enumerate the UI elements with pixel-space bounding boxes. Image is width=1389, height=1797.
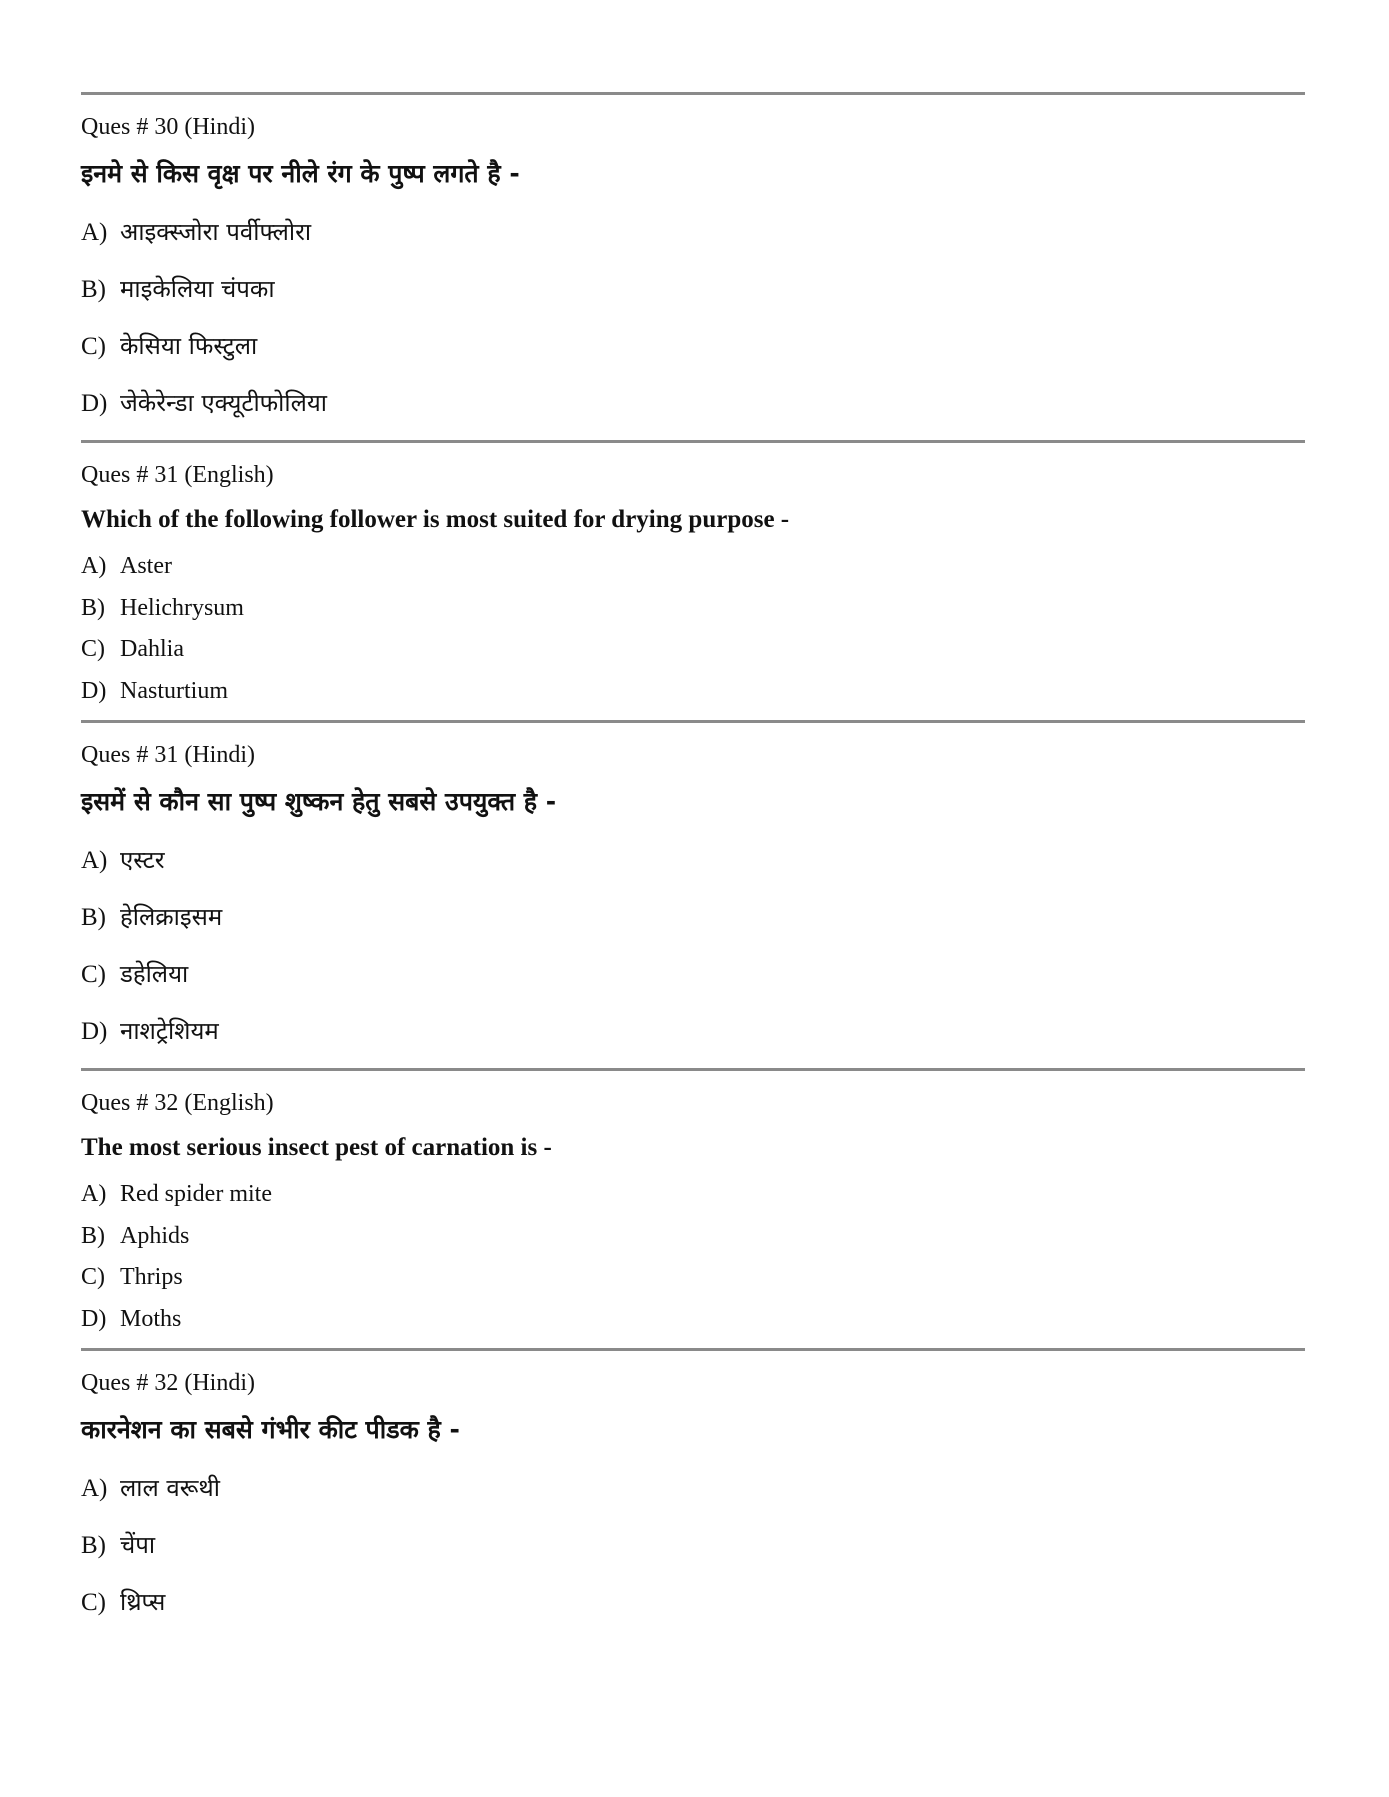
option [81, 1460, 1305, 1517]
option-text: हेलिक्राइसम [120, 903, 223, 931]
option [81, 1574, 1305, 1631]
option-text: माइकेलिया चंपका [120, 275, 275, 303]
option-text: Aster [120, 553, 172, 579]
question-header: Ques # 32 (Hindi) [81, 1370, 255, 1396]
question-header: Ques # 31 (English) [81, 462, 274, 488]
option-letter: D) [81, 390, 108, 417]
question-text: The most serious insect pest of carnation is - [81, 1134, 552, 1161]
option-letter: A) [81, 1181, 107, 1207]
option-letter: A) [81, 219, 108, 246]
option-letter: D) [81, 1018, 108, 1045]
option [81, 946, 1305, 1003]
option-text: Moths [120, 1305, 182, 1332]
option [81, 261, 1305, 318]
option [81, 1517, 1305, 1574]
question-page [81, 92, 1305, 1639]
option-letter: B) [81, 594, 105, 621]
option-letter: D) [81, 677, 107, 704]
option [81, 1299, 1305, 1341]
question-block [81, 443, 1305, 720]
options-list [81, 546, 1305, 720]
options-list [81, 832, 1305, 1068]
option-letter: B) [81, 1532, 106, 1559]
option-text: थ्रिप्स [120, 1588, 166, 1616]
option-text: एस्टर [120, 846, 165, 874]
option-text: Thrips [120, 1264, 183, 1290]
question-block [81, 723, 1305, 1068]
options-list [81, 204, 1305, 440]
option-text: आइक्स्जोरा पर्वीफ्लोरा [120, 218, 312, 246]
option-letter: A) [81, 553, 107, 579]
option-letter: C) [81, 333, 106, 360]
option-letter: B) [81, 1222, 105, 1249]
option [81, 546, 1305, 588]
option-letter: C) [81, 961, 106, 988]
question-header: Ques # 32 (English) [81, 1090, 274, 1116]
option-text: Aphids [120, 1222, 190, 1249]
question-header: Ques # 30 (Hindi) [81, 114, 255, 140]
option-letter: A) [81, 847, 108, 874]
option-text: चेंपा [120, 1531, 156, 1559]
option-letter: C) [81, 1264, 105, 1290]
option [81, 832, 1305, 889]
option-letter: D) [81, 1305, 107, 1332]
option [81, 1174, 1305, 1216]
option [81, 629, 1305, 671]
option-letter: A) [81, 1475, 108, 1502]
option-text: केसिया फिस्टुला [120, 332, 258, 360]
question-text: Which of the following follower is most suited for drying purpose - [81, 506, 790, 533]
option-text: जेकेरेन्डा एक्यूटीफोलिया [120, 389, 328, 417]
option [81, 318, 1305, 375]
option [81, 671, 1305, 713]
options-list [81, 1174, 1305, 1348]
option-text: Red spider mite [120, 1181, 272, 1207]
option [81, 1257, 1305, 1299]
option-text: डहेलिया [120, 960, 189, 988]
question-header: Ques # 31 (Hindi) [81, 742, 255, 768]
option-text: Nasturtium [120, 677, 228, 704]
option [81, 1003, 1305, 1060]
option-letter: C) [81, 1589, 106, 1616]
option-text: नाशट्रेशियम [120, 1017, 219, 1045]
option-text: लाल वरूथी [120, 1474, 220, 1502]
option-letter: B) [81, 276, 106, 303]
question-text: इनमे से किस वृक्ष पर नीले रंग के पुष्प लगते है - [81, 159, 520, 188]
option-letter: C) [81, 636, 105, 662]
option [81, 375, 1305, 432]
question-text: इसमें से कौन सा पुष्प शुष्कन हेतु सबसे उपयुक्त है - [81, 787, 557, 816]
option-text: Dahlia [120, 636, 184, 662]
option-text: Helichrysum [120, 594, 244, 621]
option-letter: B) [81, 904, 106, 931]
options-list [81, 1460, 1305, 1639]
question-block [81, 95, 1305, 440]
question-block [81, 1351, 1305, 1639]
question-block [81, 1071, 1305, 1348]
question-text: कारनेशन का सबसे गंभीर कीट पीडक है - [81, 1415, 460, 1444]
option [81, 204, 1305, 261]
option [81, 588, 1305, 630]
option [81, 889, 1305, 946]
option [81, 1216, 1305, 1258]
